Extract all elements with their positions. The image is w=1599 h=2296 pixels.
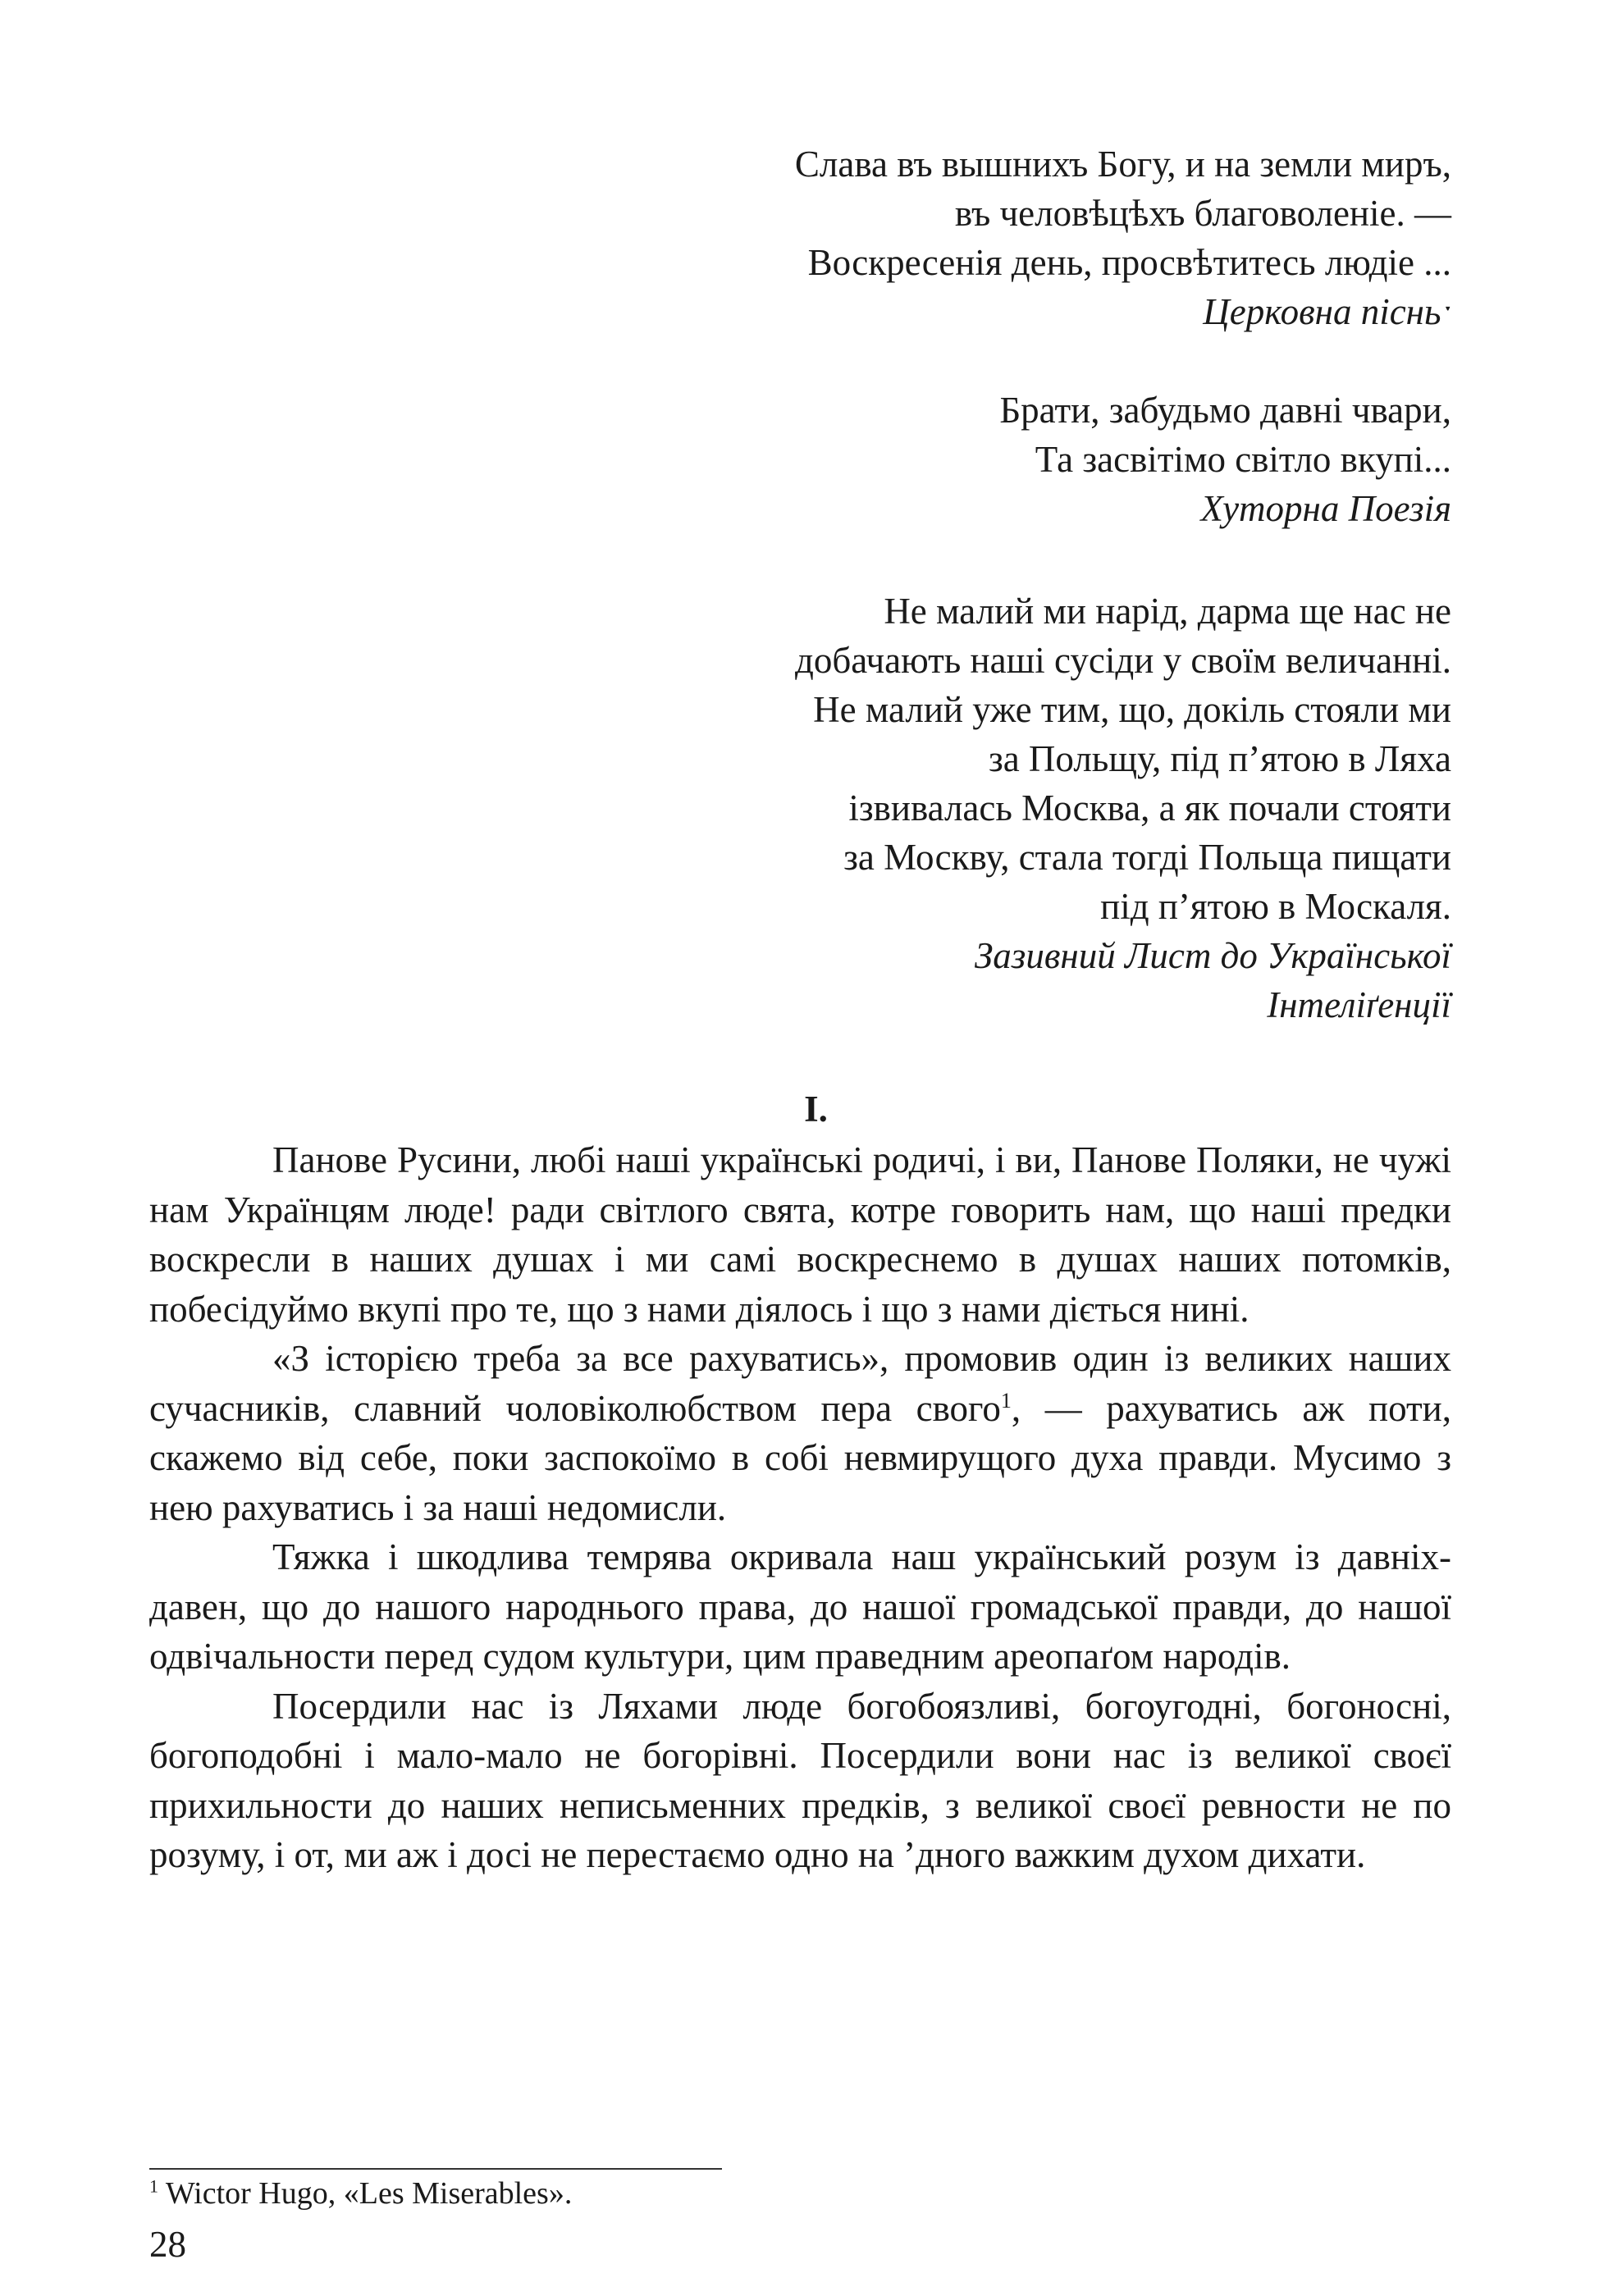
footnote-reference[interactable]: 1 — [1000, 1388, 1012, 1413]
footnote-mark: 1 — [149, 2175, 158, 2197]
epigraph-khutir-poetry — [999, 386, 1451, 533]
epigraph-line: ізвивалась Москва, а як почали стояти — [848, 787, 1451, 828]
footnote — [149, 2174, 572, 2213]
epigraph-source: Церковна пісньˑ — [1203, 291, 1451, 332]
paragraph: Панове Русини, любі наші українські родичі, і ви, Панове Поляки, не чужі нам Українцям люде! ради світлого свята, котре говорить нам, що наші предки воскресли в наших душах і ми самі воскреснемо в душах наших потомків, побесідуймо вкупі про те, що з нами діялось і що з нами діється нині. — [149, 1139, 1451, 1330]
epigraph-line: Слава въ вышнихъ Богу, и на земли миръ, — [794, 144, 1451, 185]
footnote-divider — [149, 2168, 722, 2170]
paragraph-with-footnote — [149, 1334, 1451, 1532]
epigraph-source: Зазивний Лист до Української — [975, 935, 1451, 976]
paragraph-text: , — рахуватись аж поти, скажемо від себе, поки заспокоїмо в собі невмирущого духа правди. Мусимо з нею рахуватись і за наші недомисли. — [149, 1387, 1451, 1528]
epigraph-line: Та засвітімо світло вкупі... — [1035, 439, 1451, 480]
paragraph: Тяжка і шкодлива темрява окривала наш український розум із давніх-давен, що до нашого народнього права, до нашої громадської правди, до нашої одвічальности перед судом культури, цим праведним ареопаґом народів. — [149, 1536, 1451, 1677]
epigraph-line: добачають наші сусіди у своїм величанні. — [795, 640, 1451, 681]
epigraph-line: Не малий ми нарід, дарма ще нас не — [884, 591, 1451, 632]
epigraph-line: Брати, забудьмо давні чвари, — [999, 390, 1451, 431]
epigraph-line: Не малий уже тим, що, докіль стояли ми — [813, 689, 1451, 730]
epigraph-line: за Польщу, під п’ятою в Ляха — [988, 738, 1451, 779]
epigraph-letter-to-intelligentsia — [795, 587, 1451, 1029]
paragraph-text: «З історією треба за все рахуватись», промовив один із великих наших сучасників, славний чоловіколюбством пера свого — [149, 1338, 1451, 1429]
footnote-text: Wictor Hugo, «Les Miserables». — [158, 2176, 573, 2211]
epigraph-line: під п’ятою в Москаля. — [1100, 886, 1451, 927]
page-number: 28 — [149, 2224, 186, 2265]
epigraph-line: Воскресенія день, просвѣтитесь людіе ... — [807, 242, 1451, 283]
epigraph-source: Інтеліґенції — [1267, 984, 1451, 1025]
epigraph-line: за Москву, стала тогді Польща пищати — [843, 837, 1451, 878]
section-heading: I. — [804, 1089, 828, 1130]
body-text — [149, 1135, 1451, 1880]
paragraph: Посердили нас із Ляхами люде богобоязливі, богоугодні, богоносні, богоподобні і мало-мало не богорівні. Посердили вони нас із великої своєї прихильности до наших неписьменних предків, з великої своєї ревности не по розуму, і от, ми аж і досі не перестаємо одно на ’дного важким духом дихати. — [149, 1685, 1451, 1875]
epigraph-church-song — [795, 139, 1451, 336]
epigraph-source: Хуторна Поезія — [1200, 488, 1451, 529]
epigraph-line: въ человѣцѣхъ благоволеніе. — — [954, 193, 1451, 234]
